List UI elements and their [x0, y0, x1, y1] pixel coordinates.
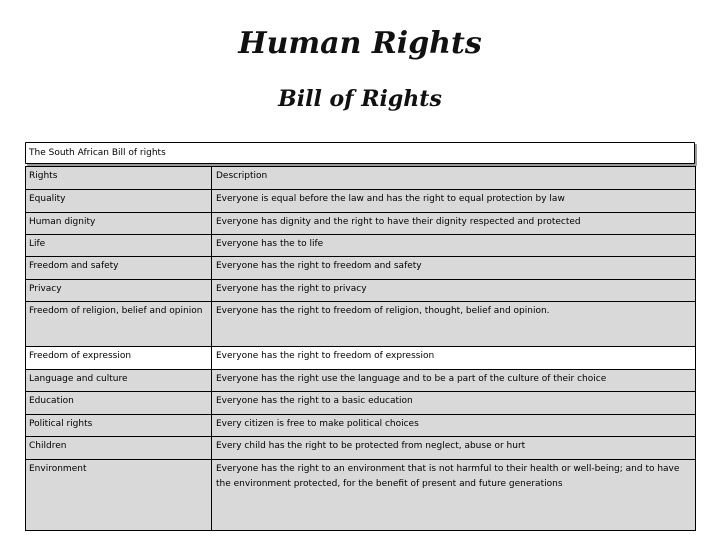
table-row: [26, 370, 696, 392]
table-row: [26, 257, 696, 280]
page-subtitle: Bill of Rights: [278, 86, 442, 112]
table-row: [26, 437, 696, 460]
description-cell: Everyone has the right to privacy: [212, 280, 696, 302]
right-cell: Privacy: [26, 280, 212, 302]
column-header-description: Description: [212, 167, 696, 190]
table-header-row: [26, 167, 696, 190]
column-header-rights: Rights: [26, 167, 212, 190]
right-cell: Life: [26, 235, 212, 257]
right-cell: Education: [26, 392, 212, 415]
description-cell: Everyone has the right use the language and to be a part of the culture of their choice: [212, 370, 696, 392]
page-title: Human Rights: [238, 26, 482, 61]
table-row: [26, 415, 696, 437]
description-cell: Everyone has the right to freedom and safety: [212, 257, 696, 280]
table-row: [26, 213, 696, 235]
table-row: [26, 460, 696, 531]
description-cell: Every citizen is free to make political choices: [212, 415, 696, 437]
table-row: [26, 392, 696, 415]
table-row: [26, 302, 696, 347]
description-cell: Everyone has the right to freedom of expression: [212, 347, 696, 370]
table-row: [26, 280, 696, 302]
description-cell: Everyone has the right to an environment that is not harmful to their health or well-being; and to have the environment protected, for the benefit of present and future generations: [212, 460, 696, 531]
description-cell: Everyone has the right to a basic education: [212, 392, 696, 415]
right-cell: Language and culture: [26, 370, 212, 392]
right-cell: Children: [26, 437, 212, 460]
description-cell: Every child has the right to be protected from neglect, abuse or hurt: [212, 437, 696, 460]
description-cell: Everyone is equal before the law and has the right to equal protection by law: [212, 190, 696, 213]
right-cell: Freedom of expression: [26, 347, 212, 370]
bill-of-rights-table-container: [25, 142, 695, 531]
right-cell: Equality: [26, 190, 212, 213]
table-row: [26, 347, 696, 370]
table-row: [26, 190, 696, 213]
right-cell: Human dignity: [26, 213, 212, 235]
table-caption: The South African Bill of rights: [25, 142, 695, 164]
description-cell: Everyone has dignity and the right to have their dignity respected and protected: [212, 213, 696, 235]
description-cell: Everyone has the to life: [212, 235, 696, 257]
right-cell: Environment: [26, 460, 212, 531]
right-cell: Freedom of religion, belief and opinion: [26, 302, 212, 347]
right-cell: Political rights: [26, 415, 212, 437]
bill-of-rights-table: [25, 166, 696, 531]
description-cell: Everyone has the right to freedom of religion, thought, belief and opinion.: [212, 302, 696, 347]
table-row: [26, 235, 696, 257]
right-cell: Freedom and safety: [26, 257, 212, 280]
